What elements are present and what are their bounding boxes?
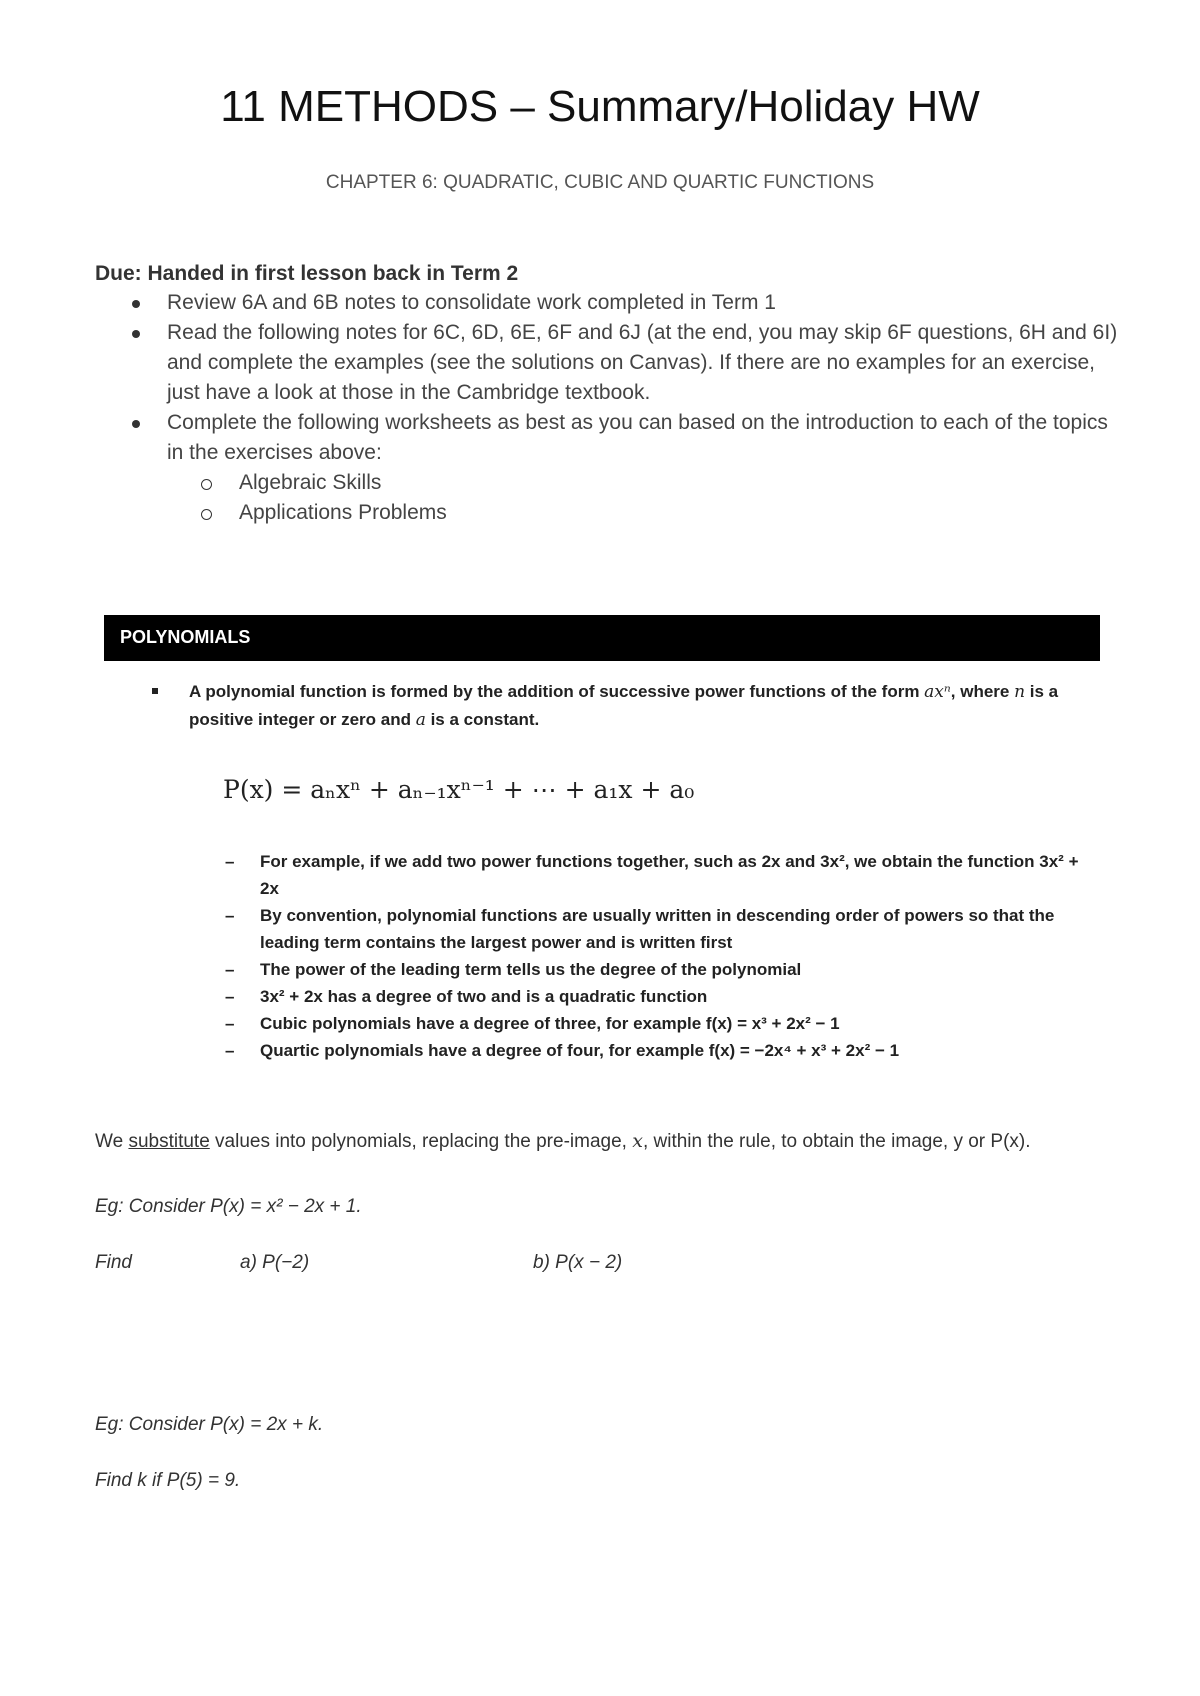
circle-bullet-icon bbox=[201, 479, 212, 490]
dash-icon: – bbox=[225, 960, 235, 979]
example-1-part-b: b) P(x − 2) bbox=[533, 1252, 623, 1273]
section-title: POLYNOMIALS bbox=[120, 627, 251, 647]
task-item bbox=[95, 288, 1125, 318]
substitute-term: substitute bbox=[128, 1131, 210, 1152]
definition-text: A polynomial function is formed by the addition of successive power functions of the form axⁿ, where n is a positive integer or zero and a is a constant. bbox=[189, 682, 1059, 730]
worksheet-item bbox=[167, 468, 1125, 498]
chapter-subtitle: CHAPTER 6: QUADRATIC, CUBIC AND QUARTIC FUNCTIONS bbox=[325, 172, 875, 193]
note-item: – Cubic polynomials have a degree of three, for example f(x) = x³ + 2x² − 1 bbox=[222, 1010, 1102, 1037]
example-2-prompt: Eg: Consider P(x) = 2x + k. bbox=[95, 1414, 324, 1435]
task-item bbox=[95, 318, 1125, 408]
note-item: – By convention, polynomial functions are usually written in descending order of powers so that the leading term contains the largest power and is written first bbox=[222, 902, 1102, 956]
note-item: – For example, if we add two power functions together, such as 2x and 3x², we obtain the function 3x² + 2x bbox=[222, 848, 1102, 902]
section-banner bbox=[104, 615, 1100, 661]
due-line: Due: Handed in first lesson back in Term 2 bbox=[95, 262, 519, 285]
polynomial-definition bbox=[152, 678, 1102, 734]
example-2-find: Find k if P(5) = 9. bbox=[95, 1470, 241, 1491]
task-text: Read the following notes for 6C, 6D, 6E, 6F and 6J (at the end, you may skip 6F questions, 6H and 6I) and complete the examples (see the solutions on Canvas). If there are no examples for an exercise, just have a look at those in the Cambridge textbook. bbox=[167, 321, 1118, 404]
dash-icon: – bbox=[225, 852, 235, 871]
worksheet-text: Algebraic Skills bbox=[239, 471, 382, 494]
task-text: Review 6A and 6B notes to consolidate work completed in Term 1 bbox=[167, 291, 776, 314]
task-list bbox=[95, 288, 1125, 528]
bullet-icon bbox=[132, 420, 140, 428]
square-bullet-icon bbox=[152, 688, 158, 694]
task-item bbox=[95, 408, 1125, 528]
bullet-icon bbox=[132, 330, 140, 338]
example-1-prompt: Eg: Consider P(x) = x² − 2x + 1. bbox=[95, 1196, 362, 1217]
task-text: Complete the following worksheets as best as you can based on the introduction to each of the topics in the exercises above: bbox=[167, 411, 1108, 464]
general-polynomial-formula: P(x) = aₙxⁿ + aₙ₋₁xⁿ⁻¹ + ⋯ + a₁x + a₀ bbox=[223, 775, 695, 804]
dash-icon: – bbox=[225, 906, 235, 925]
note-item: – 3x² + 2x has a degree of two and is a quadratic function bbox=[222, 983, 1102, 1010]
worksheet-text: Applications Problems bbox=[239, 501, 447, 524]
worksheet-list bbox=[167, 468, 1125, 528]
notes-list bbox=[222, 848, 1102, 1064]
worksheet-item bbox=[167, 498, 1125, 528]
bullet-icon bbox=[132, 300, 140, 308]
circle-bullet-icon bbox=[201, 509, 212, 520]
dash-icon: – bbox=[225, 987, 235, 1006]
dash-icon: – bbox=[225, 1041, 235, 1060]
dash-icon: – bbox=[225, 1014, 235, 1033]
note-item: – Quartic polynomials have a degree of four, for example f(x) = −2x⁴ + x³ + 2x² − 1 bbox=[222, 1037, 1102, 1064]
substitute-paragraph: We substitute values into polynomials, replacing the pre-image, x, within the rule, to obtain the image, y or P(x). bbox=[95, 1130, 1031, 1152]
example-1-find: Find bbox=[95, 1252, 132, 1273]
note-item: – The power of the leading term tells us the degree of the polynomial bbox=[222, 956, 1102, 983]
example-1-part-a: a) P(−2) bbox=[240, 1252, 310, 1273]
page-title: 11 METHODS – Summary/Holiday HW bbox=[220, 82, 980, 131]
